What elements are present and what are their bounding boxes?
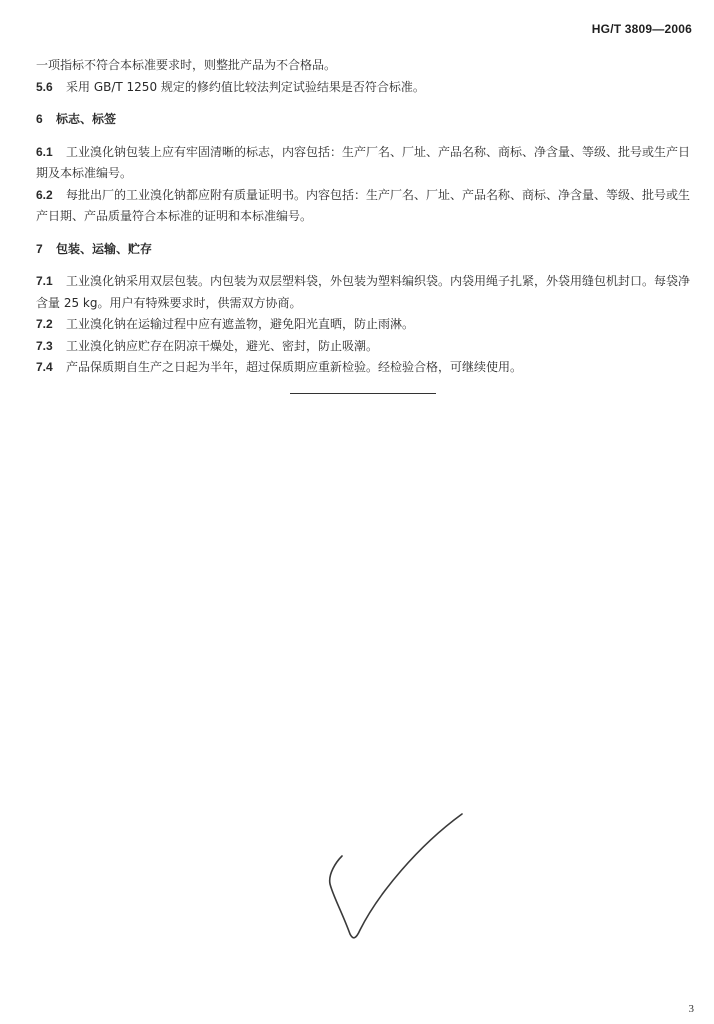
- spacer: [36, 260, 690, 271]
- section-title: 包装、运输、贮存: [56, 241, 153, 256]
- section-number: 6: [36, 112, 43, 126]
- document-body: [36, 55, 690, 379]
- spacer: [36, 131, 690, 142]
- clause-text: 产品保质期自生产之日起为半年，超过保质期应重新检验。经检验合格，可继续使用。: [66, 360, 523, 374]
- page-number: 3: [688, 1003, 694, 1015]
- clause-number: 7.3: [36, 338, 53, 353]
- spacer: [36, 228, 690, 239]
- clause-number: 7.1: [36, 274, 53, 288]
- clause-text: 工业溴化钠应贮存在阴凉干燥处，避光、密封，防止吸潮。: [66, 338, 379, 353]
- standard-code: HG/T 3809—2006: [591, 22, 692, 36]
- section-heading-6: [36, 109, 690, 131]
- clause-7-1: [36, 271, 690, 314]
- clause-text: 工业溴化钠在运输过程中应有遮盖物，避免阳光直晒，防止雨淋。: [66, 317, 415, 331]
- clause-7-4: [36, 357, 690, 379]
- clause-text: 每批出厂的工业溴化钠都应附有质量证明书。内容包括：生产厂名、厂址、产品名称、商标、净含量、等级、批号或生产日期、产品质量符合本标准的证明和本标准编号。: [36, 187, 691, 223]
- clause-number: 6.2: [36, 187, 53, 202]
- handwritten-checkmark: [320, 808, 470, 943]
- section-number: 7: [36, 241, 43, 256]
- paragraph-continuation: 一项指标不符合本标准要求时，则整批产品为不合格品。: [36, 58, 337, 72]
- clause-5-6: [36, 77, 690, 99]
- clause-number: 5.6: [36, 79, 53, 94]
- spacer: [36, 98, 690, 109]
- clause-7-3: [36, 336, 690, 358]
- clause-text: 工业溴化钠采用双层包装。内包装为双层塑料袋，外包装为塑料编织袋。内袋用绳子扎紧，外袋用缝包机封口。每袋净含量 25 kg。用户有特殊要求时，供需双方协商。: [36, 274, 691, 310]
- clause-number: 6.1: [36, 144, 53, 159]
- clause-number: 7.2: [36, 317, 53, 331]
- clause-7-2: [36, 314, 690, 336]
- clause-6-1: [36, 142, 690, 185]
- end-of-document-rule: [290, 393, 436, 394]
- section-title: 标志、标签: [56, 112, 117, 126]
- clause-6-2: [36, 185, 690, 228]
- clause-text: 采用 GB/T 1250 规定的修约值比较法判定试验结果是否符合标准。: [66, 79, 425, 94]
- section-heading-7: [36, 239, 690, 261]
- clause-number: 7.4: [36, 360, 53, 374]
- clause-text: 工业溴化钠包装上应有牢固清晰的标志，内容包括：生产厂名、厂址、产品名称、商标、净含量、等级、批号或生产日期及本标准编号。: [36, 144, 691, 180]
